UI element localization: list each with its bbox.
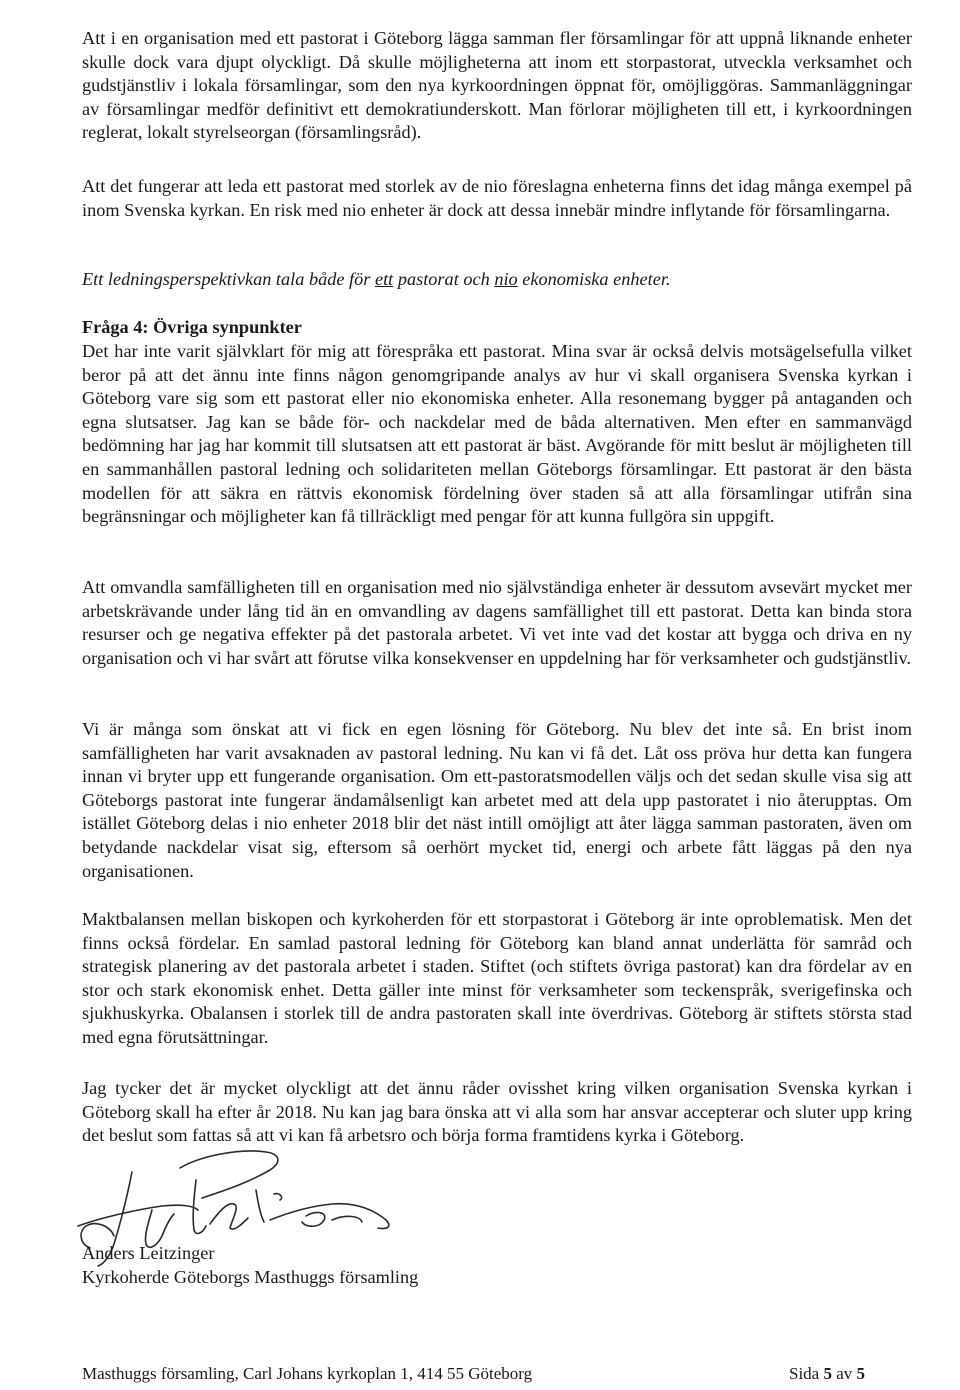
page-current: 5 xyxy=(823,1364,832,1383)
underlined-ett: ett xyxy=(374,269,394,289)
italic-part-a: Ett ledningsperspektivkan tala både för xyxy=(82,269,375,289)
signatory-name: Anders Leitzinger xyxy=(82,1243,215,1263)
italic-statement xyxy=(82,268,912,292)
italic-statement-text xyxy=(82,268,912,292)
signature-stroke xyxy=(332,1216,362,1222)
paragraph-2-text: Att det fungerar att leda ett pastorat med storlek av de nio föreslagna enheterna finns det idag många exempel på inom Svenska kyrkan. En risk med nio enheter är dock att dessa innebär mindre inflytande för församlingarna. xyxy=(82,176,912,220)
paragraph-1-text: Att i en organisation med ett pastorat i Göteborg lägga samman fler församlingar för att uppnå liknande enheter skulle dock vara djupt olyckligt. Då skulle möjligheterna att inom ett storpastorat, utveckla verksamhet och gudstjänstliv i lokala församlingar, som den nya kyrkoordningen öppnat för, omöjliggöras. Sammanläggningar av församlingar medför definitivt ett demokratiunderskott. Man förlorar möjligheten till ett, i kyrkoordningen reglerat, lokalt styrelseorgan (församlingsråd). xyxy=(82,28,912,143)
signature-stroke xyxy=(274,1194,282,1200)
paragraph-7-text: Maktbalansen mellan biskopen och kyrkoherden för ett storpastorat i Göteborg är inte oproblematisk. Men det finns också fördelar. En samlad pastoral ledning för Göteborg kan bland annat underlätta för samråd och strategisk planering av det pastorala arbetet i staden. Stiftet (och stiftets övriga pastorat) kan dra fördelar av en stor och stark ekonomisk enhet. Detta gäller inte minst för verksamheter som teckenspråk, sverigefinska och sjukhuskyrka. Obalansen i storlek till de andra pastoraten skall inte överdrivas. Göteborg är stiftets största stad med egna förutsättningar. xyxy=(82,909,912,1047)
signature-stroke xyxy=(302,1213,325,1227)
page-number xyxy=(789,1364,865,1384)
italic-part-c: pastorat och xyxy=(393,269,495,289)
paragraph-4 xyxy=(82,340,912,529)
paragraph-7 xyxy=(82,908,912,1050)
footer-address: Masthuggs församling, Carl Johans kyrkoplan 1, 414 55 Göteborg xyxy=(82,1364,533,1383)
paragraph-6 xyxy=(82,718,912,883)
paragraph-8-text: Jag tycker det är mycket olyckligt att det ännu råder ovisshet kring vilken organisation Svenska kyrkan i Göteborg skall ha efter år 2018. Nu kan jag bara önska att vi alla som har ansvar accepterar och sluter upp kring det beslut som fattas så att vi kan få arbetsro och börja forma framtidens kyrka i Göteborg. xyxy=(82,1078,912,1146)
page-total: 5 xyxy=(856,1364,866,1383)
paragraph-6-text: Vi är många som önskat att vi fick en egen lösning för Göteborg. Nu blev det inte så. En brist inom samfälligheten har varit avsaknaden av pastoral ledning. Nu kan vi få det. Låt oss pröva hur detta kan fungera innan vi bryter upp ett fungerande organisation. Om ett-pastoratsmodellen väljs och det sedan skulle visa sig att Göteborgs pastorat inte fungerar ändamålsenligt kan arbetet med att dela upp pastoratet i nio återupptas. Om istället Göteborg delas i nio enheter 2018 blir det näst intill omöjligt att åter lägga samman pastoraten, även om betydande nackdelar visat sig, eftersom så oerhört mycket tid, energi och arbete fått läggas på den nya organisationen. xyxy=(82,719,912,881)
paragraph-8 xyxy=(82,1077,912,1148)
paragraph-2 xyxy=(82,175,912,222)
section-heading: Fråga 4: Övriga synpunkter xyxy=(82,317,302,337)
signature-stroke xyxy=(256,1190,264,1222)
paragraph-5 xyxy=(82,576,912,670)
page-separator: av xyxy=(831,1364,857,1383)
underlined-nio: nio xyxy=(494,269,518,289)
signature-stroke xyxy=(193,1180,206,1233)
signatory-title: Kyrkoherde Göteborgs Masthuggs församling xyxy=(82,1267,419,1287)
paragraph-1 xyxy=(82,27,912,145)
page-prefix: Sida xyxy=(789,1364,824,1383)
signature-stroke xyxy=(270,1204,389,1229)
italic-part-e: ekonomiska enheter. xyxy=(517,269,671,289)
signature-stroke xyxy=(210,1204,248,1229)
paragraph-5-text: Att omvandla samfälligheten till en organisation med nio självständiga enheter är dessutom avsevärt mycket mer arbetskrävande under lång tid än en omvandling av dagens samfällighet till ett pastorat. Detta kan binda stora resurser och ge negativa effekter på det pastorala arbetet. Vi vet inte vad det kostar att bygga och driva en ny organisation och vi har svårt att förutse vilka konsekvenser en uppdelning har för verksamheter och gudstjänstliv. xyxy=(82,577,912,668)
paragraph-4-text: Det har inte varit självklart för mig att förespråka ett pastorat. Mina svar är också delvis motsägelsefulla vilket beror på att det ännu inte finns någon genomgripande analys av hur vi skall organisera Svenska kyrkan i Göteborg vare sig som ett pastorat eller nio ekonomiska enheter. Alla resonemang bygger på antaganden och egna slutsatser. Jag kan se både för- och nackdelar med de båda alternativen. Men efter en sammanvägd bedömning har jag har kommit till slutsatsen att ett pastorat är bäst. Avgörande för mitt beslut är möjligheten till en sammanhållen pastoral ledning och solidariteten mellan Göteborgs församlingar. Ett pastorat är den bästa modellen för att säkra en rättvis ekonomisk fördelning över staden så att alla församlingar utifrån sina begränsningar och möjligheter kan få tillräckligt med pengar för att kunna fullgöra sin uppgift. xyxy=(82,341,912,527)
